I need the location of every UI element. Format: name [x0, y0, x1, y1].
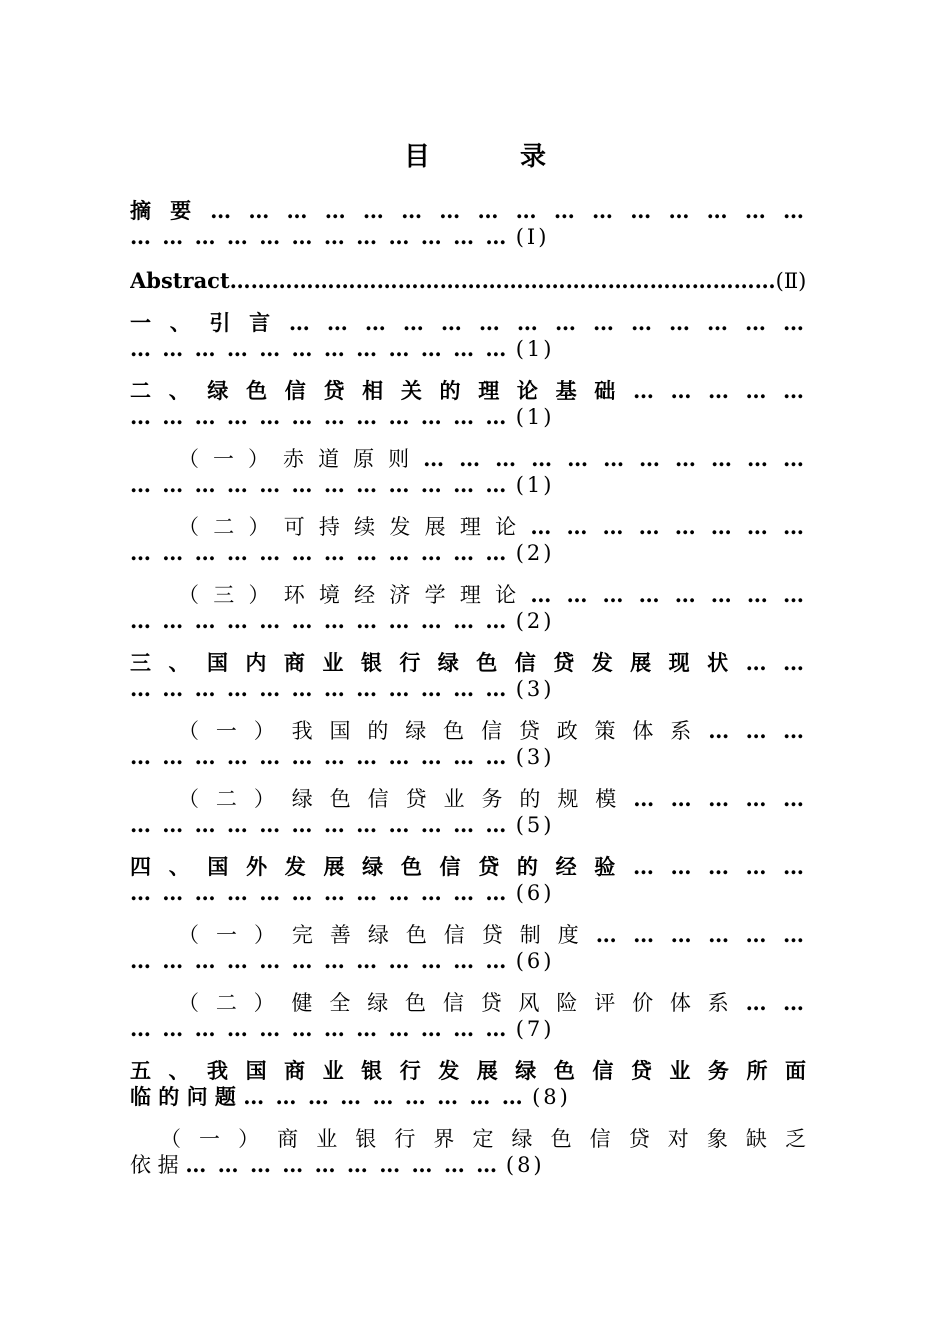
entry-leader: … … … … … … … … … … … …	[130, 948, 509, 973]
entry-label: 摘 要	[130, 198, 197, 223]
toc-entry-chapter-2[interactable]	[130, 378, 806, 430]
entry-leader: … … … … …	[633, 854, 806, 879]
entry-page-number: (1)	[515, 405, 555, 429]
entry-leader: … … … … … … … … … … … …	[130, 540, 509, 565]
toc-entry-chapter-3[interactable]	[130, 650, 806, 702]
entry-page-number: (6)	[515, 881, 555, 905]
entry-label: Abstract	[130, 268, 230, 293]
toc-entry-chapter-4[interactable]	[130, 854, 806, 906]
entry-leader: … … … … … … … … … … … …	[130, 608, 509, 633]
entry-leader: … … …	[708, 718, 806, 743]
entry-label: （ 一 ） 商 业 银 行 界 定 绿 色 信 贷 对 象 缺 乏	[160, 1127, 806, 1151]
toc-entry-chapter-5[interactable]	[130, 1058, 806, 1110]
toc-entry-section-4-1[interactable]	[130, 922, 806, 974]
entry-page-number: (5)	[515, 813, 555, 837]
entry-leader: … … … … … … … … … … … …	[130, 336, 509, 361]
entry-leader: … … … … … … … … … … … …	[130, 880, 509, 905]
entry-label: （ 一 ） 我 国 的 绿 色 信 贷 政 策 体 系	[178, 719, 697, 743]
entry-label: 四 、 国 外 发 展 绿 色 信 贷 的 经 验	[130, 854, 621, 879]
toc-entry-abstract-en[interactable]	[130, 268, 820, 294]
toc-entry-chapter-1[interactable]	[130, 310, 806, 362]
entry-page-number: (2)	[515, 609, 555, 633]
entry-leader: … … … … … … … … … … …	[423, 446, 806, 471]
toc-entry-section-2-3[interactable]	[130, 582, 806, 634]
title-left: 目	[403, 142, 430, 172]
entry-label: （ 二 ） 可 持 续 发 展 理 论	[178, 515, 520, 539]
entry-leader: … … … … … … … …	[530, 514, 806, 539]
entry-leader: … … … … … … … … … … … …	[130, 812, 509, 837]
toc-entry-section-3-2[interactable]	[130, 786, 806, 838]
page-title	[0, 136, 950, 173]
toc-entry-section-3-1[interactable]	[130, 718, 806, 770]
entry-page-number: (6)	[515, 949, 555, 973]
toc-entry-section-4-2[interactable]	[130, 990, 806, 1042]
entry-leader: … … … … … … … … … … … … … …	[288, 310, 806, 335]
entry-label: （ 一 ） 赤 道 原 则	[178, 447, 413, 471]
entry-label: 三 、 国 内 商 业 银 行 绿 色 信 贷 发 展 现 状	[130, 650, 734, 675]
entry-page-number: (Ⅰ)	[515, 225, 550, 249]
entry-label: （ 二 ） 健 全 绿 色 信 贷 风 险 评 价 体 系	[178, 991, 734, 1015]
toc-entry-section-5-1[interactable]	[130, 1126, 806, 1178]
entry-label-continued: 临 的 问 题	[130, 1084, 236, 1109]
entry-page-number: (3)	[515, 677, 555, 701]
toc-entry-section-2-1[interactable]	[130, 446, 806, 498]
title-right: 录	[520, 142, 547, 172]
entry-leader: … … … … … … … … … …	[185, 1152, 500, 1177]
entry-leader: … … … … … … … … … … … …	[130, 676, 509, 701]
entry-leader: … …	[745, 990, 806, 1015]
entry-label: 一 、 引 言	[130, 310, 276, 335]
entry-leader: … … … … … … … … … … … …	[130, 404, 509, 429]
entry-label: （ 三 ） 环 境 经 济 学 理 论	[178, 583, 520, 607]
entry-leader: … …	[745, 650, 806, 675]
entry-leader: … … … … …	[633, 786, 806, 811]
entry-leader: … … … … … … … … … … … … … … … …	[210, 198, 806, 223]
entry-leader: … … … … … …	[595, 922, 806, 947]
entry-leader: ……………………………………………………………………	[229, 268, 776, 293]
entry-leader: … … … … … … … … …	[243, 1084, 525, 1109]
entry-page-number: (8)	[532, 1085, 571, 1109]
entry-page-number: (Ⅱ)	[775, 269, 807, 293]
entry-leader: … … … … … … … … … … … …	[130, 472, 509, 497]
entry-leader: … … … … … … … … … … … …	[130, 744, 509, 769]
entry-leader: … … … … …	[633, 378, 806, 403]
entry-page-number: (7)	[515, 1017, 555, 1041]
entry-page-number: (8)	[505, 1153, 545, 1177]
entry-label: 二 、 绿 色 信 贷 相 关 的 理 论 基 础	[130, 378, 621, 403]
entry-label: （ 二 ） 绿 色 信 贷 业 务 的 规 模	[178, 787, 622, 811]
entry-page-number: (1)	[515, 473, 555, 497]
entry-label-continued: 依 据	[130, 1153, 179, 1177]
entry-page-number: (3)	[515, 745, 555, 769]
entry-label: 五 、 我 国 商 业 银 行 发 展 绿 色 信 贷 业 务 所 面	[130, 1058, 806, 1083]
toc-entry-section-2-2[interactable]	[130, 514, 806, 566]
entry-label: （ 一 ） 完 善 绿 色 信 贷 制 度	[178, 923, 584, 947]
entry-leader: … … … … … … … … … … … …	[130, 1016, 509, 1041]
entry-leader: … … … … … … … … … … … …	[130, 224, 509, 249]
entry-leader: … … … … … … … …	[530, 582, 806, 607]
entry-page-number: (2)	[515, 541, 555, 565]
toc-entry-abstract-cn[interactable]	[130, 198, 806, 250]
entry-page-number: (1)	[515, 337, 555, 361]
